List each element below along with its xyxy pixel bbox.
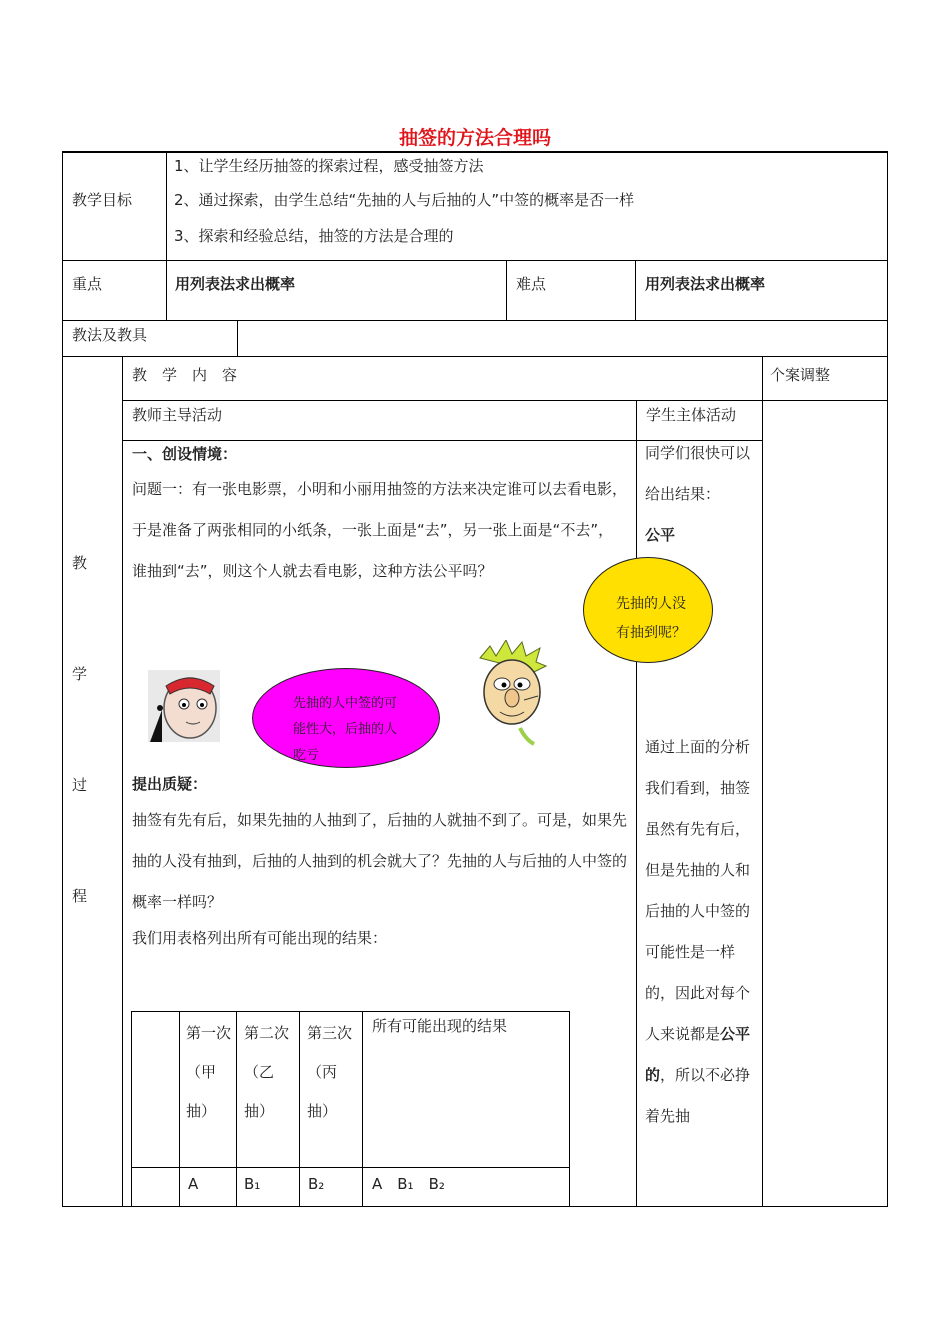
table-cell: B₁	[244, 1175, 261, 1193]
pink-thought-bubble	[252, 668, 440, 768]
content-header: 教 学 内 容	[132, 366, 238, 384]
pink-bubble-text: 先抽的人中签的可能性大，后抽的人吃亏	[293, 696, 398, 763]
yellow-thought-bubble	[583, 557, 713, 663]
section1-title: 一、创设情境：	[132, 445, 238, 463]
cartoon-man-icon	[476, 640, 548, 746]
key-points-value: 用列表法求出概率	[175, 275, 296, 293]
table-cell: B₂	[308, 1175, 325, 1193]
table-header-cell: 第二次（乙抽）	[244, 1024, 290, 1120]
cartoon-face-icon	[148, 670, 220, 742]
process-label-char: 过	[72, 776, 88, 794]
table-header-cell: 第一次（甲抽）	[186, 1024, 232, 1120]
student-header: 学生主体活动	[646, 406, 737, 424]
question-text: 抽签有先有后，如果先抽的人抽到了，后抽的人就抽不到了。可是，如果先抽的人没有抽到，后抽的人抽到的机会就大了？先抽的人与后抽的人中签的概率一样吗？	[132, 811, 628, 911]
table-cell: A B₁ B₂	[372, 1175, 445, 1193]
adjust-header: 个案调整	[770, 366, 831, 384]
process-label-char: 程	[72, 887, 88, 905]
difficulty-value: 用列表法求出概率	[645, 275, 766, 293]
difficulty-label: 难点	[516, 275, 547, 293]
objective-item: 2、通过探索，由学生总结“先抽的人与后抽的人”中签的概率是否一样	[174, 191, 635, 209]
table-header-cell: 所有可能出现的结果	[372, 1017, 508, 1035]
yellow-bubble-text: 先抽的人没有抽到呢？	[616, 596, 686, 641]
teacher-header: 教师主导活动	[132, 406, 223, 424]
problem1-text: 问题一：有一张电影票，小明和小丽用抽签的方法来决定谁可以去看电影，于是准备了两张相同的小纸条，一张上面是“去”，另一张上面是“不去”，谁抽到“去”，则这个人就去看电影，这种方法公平吗？	[132, 480, 628, 580]
student-fair: 公平	[645, 526, 676, 544]
process-label-char: 教	[72, 554, 88, 572]
process-label-char: 学	[72, 665, 88, 683]
table-header-cell: 第三次（丙抽）	[307, 1024, 353, 1120]
objective-item: 1、让学生经历抽签的探索过程，感受抽签方法	[174, 157, 484, 175]
table-intro: 我们用表格列出所有可能出现的结果：	[132, 929, 388, 947]
objective-item: 3、探索和经验总结，抽签的方法是合理的	[174, 227, 454, 245]
page-title: 抽签的方法合理吗	[398, 127, 551, 149]
key-points-label: 重点	[72, 275, 103, 293]
question-title: 提出质疑：	[132, 775, 208, 793]
methods-label: 教法及教具	[72, 326, 148, 344]
student-text: 同学们很快可以给出结果：	[645, 444, 751, 503]
objectives-label: 教学目标	[72, 191, 133, 209]
table-cell: A	[188, 1175, 199, 1193]
student-text: 通过上面的分析我们看到，抽签虽然有先有后，但是先抽的人和后抽的人中签的可能性是一样的，因此对每个人来说都是公平的，所以不必挣着先抽	[645, 738, 751, 1125]
